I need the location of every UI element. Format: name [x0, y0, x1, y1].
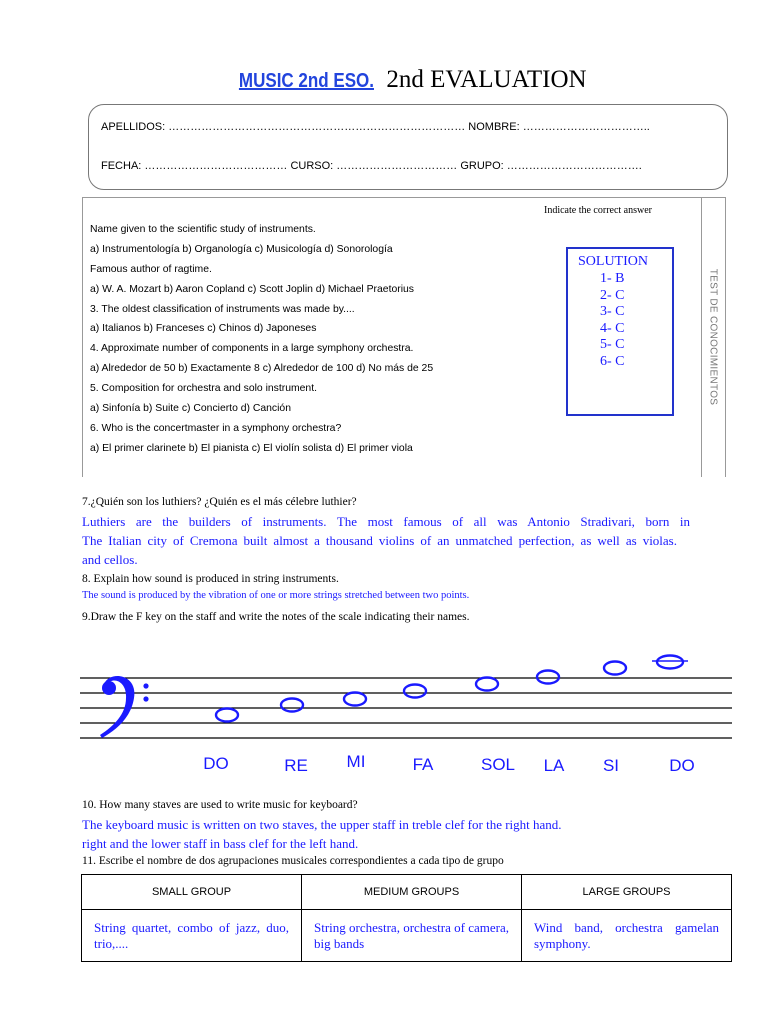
solution-row: 2- C — [600, 288, 625, 303]
groups-table — [81, 874, 732, 962]
note-label: LA — [543, 756, 565, 775]
note-label: RE — [284, 756, 308, 775]
solution-row: 5- C — [600, 337, 625, 352]
note-label: DO — [669, 756, 695, 775]
table-header: SMALL GROUP — [82, 875, 302, 910]
q7-answer-line: The Italian city of Cremona built almost a thousand violins of an unmatched perfection, as well as violas. — [82, 533, 677, 548]
quiz-line: a) El primer clarinete b) El pianista c) El violín solista d) El primer viola — [90, 443, 413, 454]
note-head — [604, 662, 626, 675]
table-row — [82, 910, 732, 962]
note-head — [537, 671, 559, 684]
note-head — [404, 685, 426, 698]
q11-question: 11. Escribe el nombre de dos agrupaciones musicales correspondientes a cada tipo de grupo — [82, 855, 504, 867]
solution-row: 4- C — [600, 321, 625, 336]
q10-answer-line: The keyboard music is written on two staves, the upper staff in treble clef for the right hand. — [82, 817, 562, 832]
music-staff — [80, 648, 736, 745]
note-head — [657, 656, 683, 669]
table-header: MEDIUM GROUPS — [302, 875, 522, 910]
note-head — [281, 699, 303, 712]
table-cell: Wind band, orchestra gamelan symphony. — [522, 910, 732, 962]
quiz-instruction: Indicate the correct answer — [544, 205, 652, 216]
table-header: LARGE GROUPS — [522, 875, 732, 910]
solution-row: 1- B — [600, 271, 625, 286]
quiz-line: a) Instrumentología b) Organología c) Musicología d) Sonorología — [90, 244, 393, 255]
q8-question: 8. Explain how sound is produced in string instruments. — [82, 573, 339, 585]
quiz-line: 5. Composition for orchestra and solo instrument. — [90, 383, 317, 394]
info-line-date: FECHA: ………………………………… CURSO: …………………………… GRUPO: ………………………………. — [101, 160, 642, 172]
q10-question: 10. How many staves are used to write music for keyboard? — [82, 799, 358, 811]
note-label: MI — [346, 752, 366, 771]
note-label: SI — [602, 756, 620, 775]
staff-drawing — [80, 648, 736, 740]
note-label: DO — [203, 754, 229, 773]
quiz-line: Name given to the scientific study of instruments. — [90, 224, 316, 235]
q10-answer-line: right and the lower staff in bass clef for the left hand. — [82, 836, 359, 851]
table-header-row — [82, 875, 732, 910]
quiz-line: a) Italianos b) Franceses c) Chinos d) Japoneses — [90, 323, 317, 334]
note-head — [216, 709, 238, 722]
q9-question: 9.Draw the F key on the staff and write the notes of the scale indicating their names. — [82, 611, 470, 623]
quiz-line: 4. Approximate number of components in a large symphony orchestra. — [90, 343, 414, 354]
q7-answer-line: and cellos. — [82, 552, 138, 567]
quiz-line: 6. Who is the concertmaster in a symphony orchestra? — [90, 423, 342, 434]
note-label: SOL — [480, 755, 516, 774]
solution-row: 3- C — [600, 304, 625, 319]
q8-answer: The sound is produced by the vibration of one or more strings stretched between two points. — [82, 590, 470, 601]
solution-box — [566, 247, 674, 416]
quiz-line: 3. The oldest classification of instruments was made by.... — [90, 304, 355, 315]
note-label: FA — [412, 755, 434, 774]
quiz-line: a) Sinfonía b) Suite c) Concierto d) Canción — [90, 403, 291, 414]
q7-question: 7.¿Quién son los luthiers? ¿Quién es el más célebre luthier? — [82, 496, 357, 508]
f-clef-icon — [100, 676, 149, 738]
table-cell: String quartet, combo of jazz, duo, trio,.... — [82, 910, 302, 962]
solution-title: SOLUTION — [578, 254, 648, 269]
title-subject: MUSIC 2nd ESO. — [239, 70, 375, 92]
quiz-line: Famous author of ragtime. — [90, 264, 212, 275]
title-evaluation: 2nd EVALUATION — [386, 66, 587, 93]
table-cell: String orchestra, orchestra of camera, big bands — [302, 910, 522, 962]
note-head — [344, 693, 366, 706]
quiz-line: a) Alrededor de 50 b) Exactamente 8 c) Alrededor de 100 d) No más de 25 — [90, 363, 434, 374]
note-head — [476, 678, 498, 691]
q7-answer-line: Luthiers are the builders of instruments. The most famous of all was Antonio Stradivari, born in — [82, 514, 690, 529]
quiz-line: a) W. A. Mozart b) Aaron Copland c) Scott Joplin d) Michael Praetorius — [90, 284, 414, 295]
solution-row: 6- C — [600, 354, 625, 369]
quiz-side-label: TEST DE CONOCIMIENTOS — [707, 268, 719, 406]
info-line-name: APELLIDOS: ……………………………………………………………………… NOMBRE: …………………………….. — [101, 121, 650, 133]
student-info-box — [88, 104, 728, 190]
page-title — [0, 66, 768, 94]
